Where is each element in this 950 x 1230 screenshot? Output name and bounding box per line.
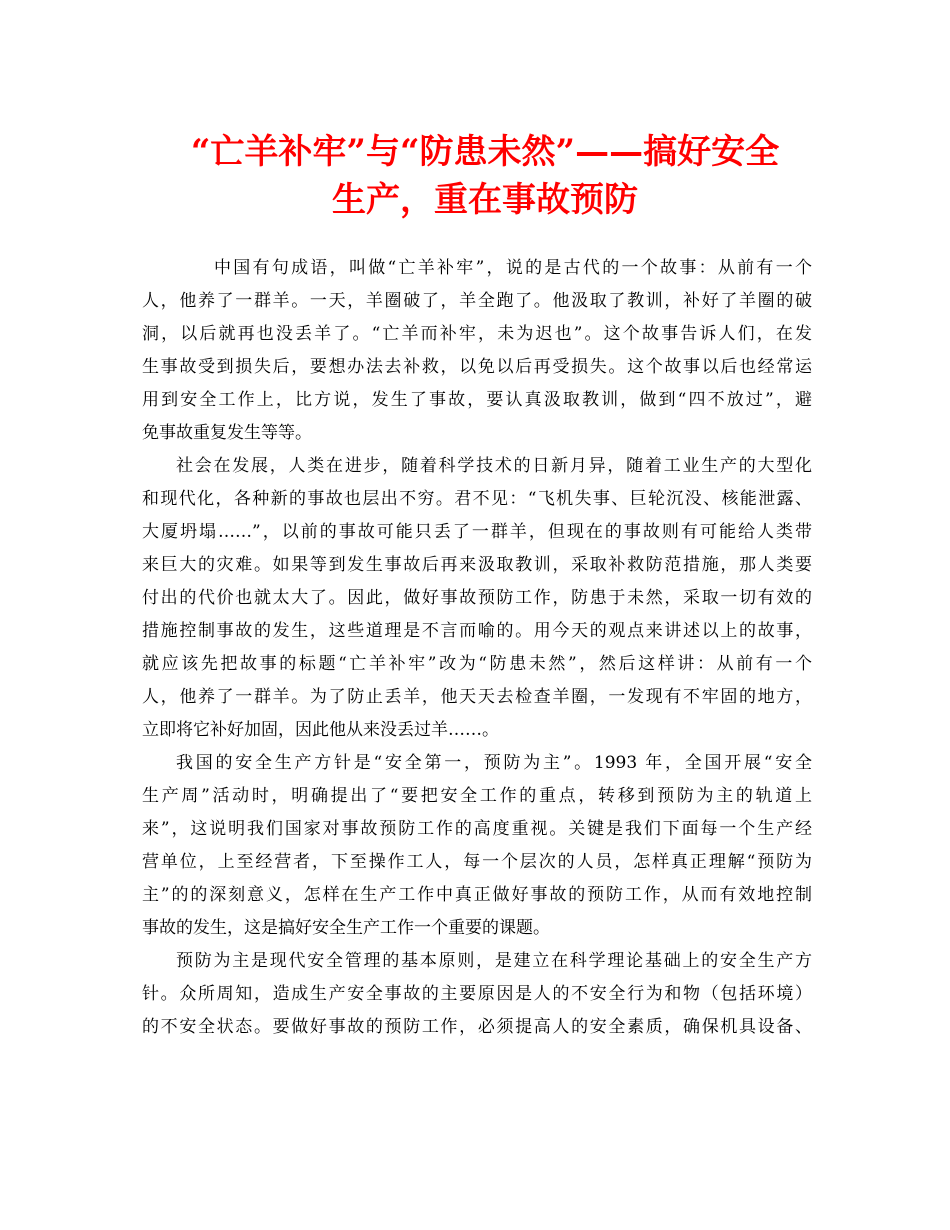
text-line: 人，他养了一群羊。一天，羊圈破了，羊全跑了。他汲取了教训，补好了羊圈的破: [142, 291, 812, 311]
text-line: 中国有句成语，叫做“亡羊补牢”，说的是古代的一个故事：从前有一个: [214, 258, 812, 278]
text-line: 营单位，上至经营者，下至操作工人，每一个层次的人员，怎样真正理解“预防为: [142, 852, 812, 872]
text-line: 来巨大的灾难。如果等到发生事故后再来汲取教训，采取补救防范措施，那人类要: [142, 555, 812, 575]
text-line: 用到安全工作上，比方说，发生了事故，要认真汲取教训，做到“四不放过”，避: [142, 390, 812, 410]
text-line: 洞，以后就再也没丢羊了。“亡羊而补牢，未为迟也”。这个故事告诉人们，在发: [142, 324, 812, 344]
text-line: 生事故受到损失后，要想办法去补救，以免以后再受损失。这个故事以后也经常运: [142, 357, 812, 377]
text-line: 就应该先把故事的标题“亡羊补牢”改为“防患未然”，然后这样讲：从前有一个: [142, 654, 812, 674]
text-line: 人，他养了一群羊。为了防止丢羊，他天天去检查羊圈，一发现有不牢固的地方，: [142, 687, 812, 707]
text-line: 大厦坍塌……”，以前的事故可能只丢了一群羊，但现在的事故则有可能给人类带: [142, 522, 812, 542]
text-line: 生产周”活动时，明确提出了“要把安全工作的重点，转移到预防为主的轨道上: [142, 786, 812, 806]
text-line: 付出的代价也就太大了。因此，做好事故预防工作，防患于未然，采取一切有效的: [142, 588, 812, 608]
text-line: 主”的的深刻意义，怎样在生产工作中真正做好事故的预防工作，从而有效地控制: [142, 885, 812, 905]
document-body: [142, 252, 812, 1044]
text-line: 和现代化，各种新的事故也层出不穷。君不见：“飞机失事、巨轮沉没、核能泄露、: [142, 489, 812, 509]
text-line: 针。众所周知，造成生产安全事故的主要原因是人的不安全行为和物（包括环境）: [142, 984, 812, 1004]
text-line: 我国的安全生产方针是“安全第一，预防为主”。1993 年，全国开展“安全: [176, 753, 812, 773]
title-line-2: 生产，重在事故预防: [332, 180, 638, 220]
text-line: 事故的发生，这是搞好安全生产工作一个重要的课题。: [142, 918, 550, 938]
text-line: 立即将它补好加固，因此他从来没丢过羊……。: [142, 720, 499, 740]
text-line: 社会在发展，人类在进步，随着科学技术的日新月异，随着工业生产的大型化: [176, 456, 812, 476]
text-line: 措施控制事故的发生，这些道理是不言而喻的。用今天的观点来讲述以上的故事，: [142, 621, 812, 641]
text-line: 来”，这说明我们国家对事故预防工作的高度重视。关键是我们下面每一个生产经: [142, 819, 812, 839]
text-line: 的不安全状态。要做好事故的预防工作，必须提高人的安全素质，确保机具设备、: [142, 1017, 812, 1037]
document-title: [140, 128, 830, 224]
text-line: 免事故重复发生等等。: [142, 423, 312, 443]
title-line-1: “亡羊补牢”与“防患未然”——搞好安全: [190, 132, 780, 172]
text-line: 预防为主是现代安全管理的基本原则，是建立在科学理论基础上的安全生产方: [176, 951, 812, 971]
